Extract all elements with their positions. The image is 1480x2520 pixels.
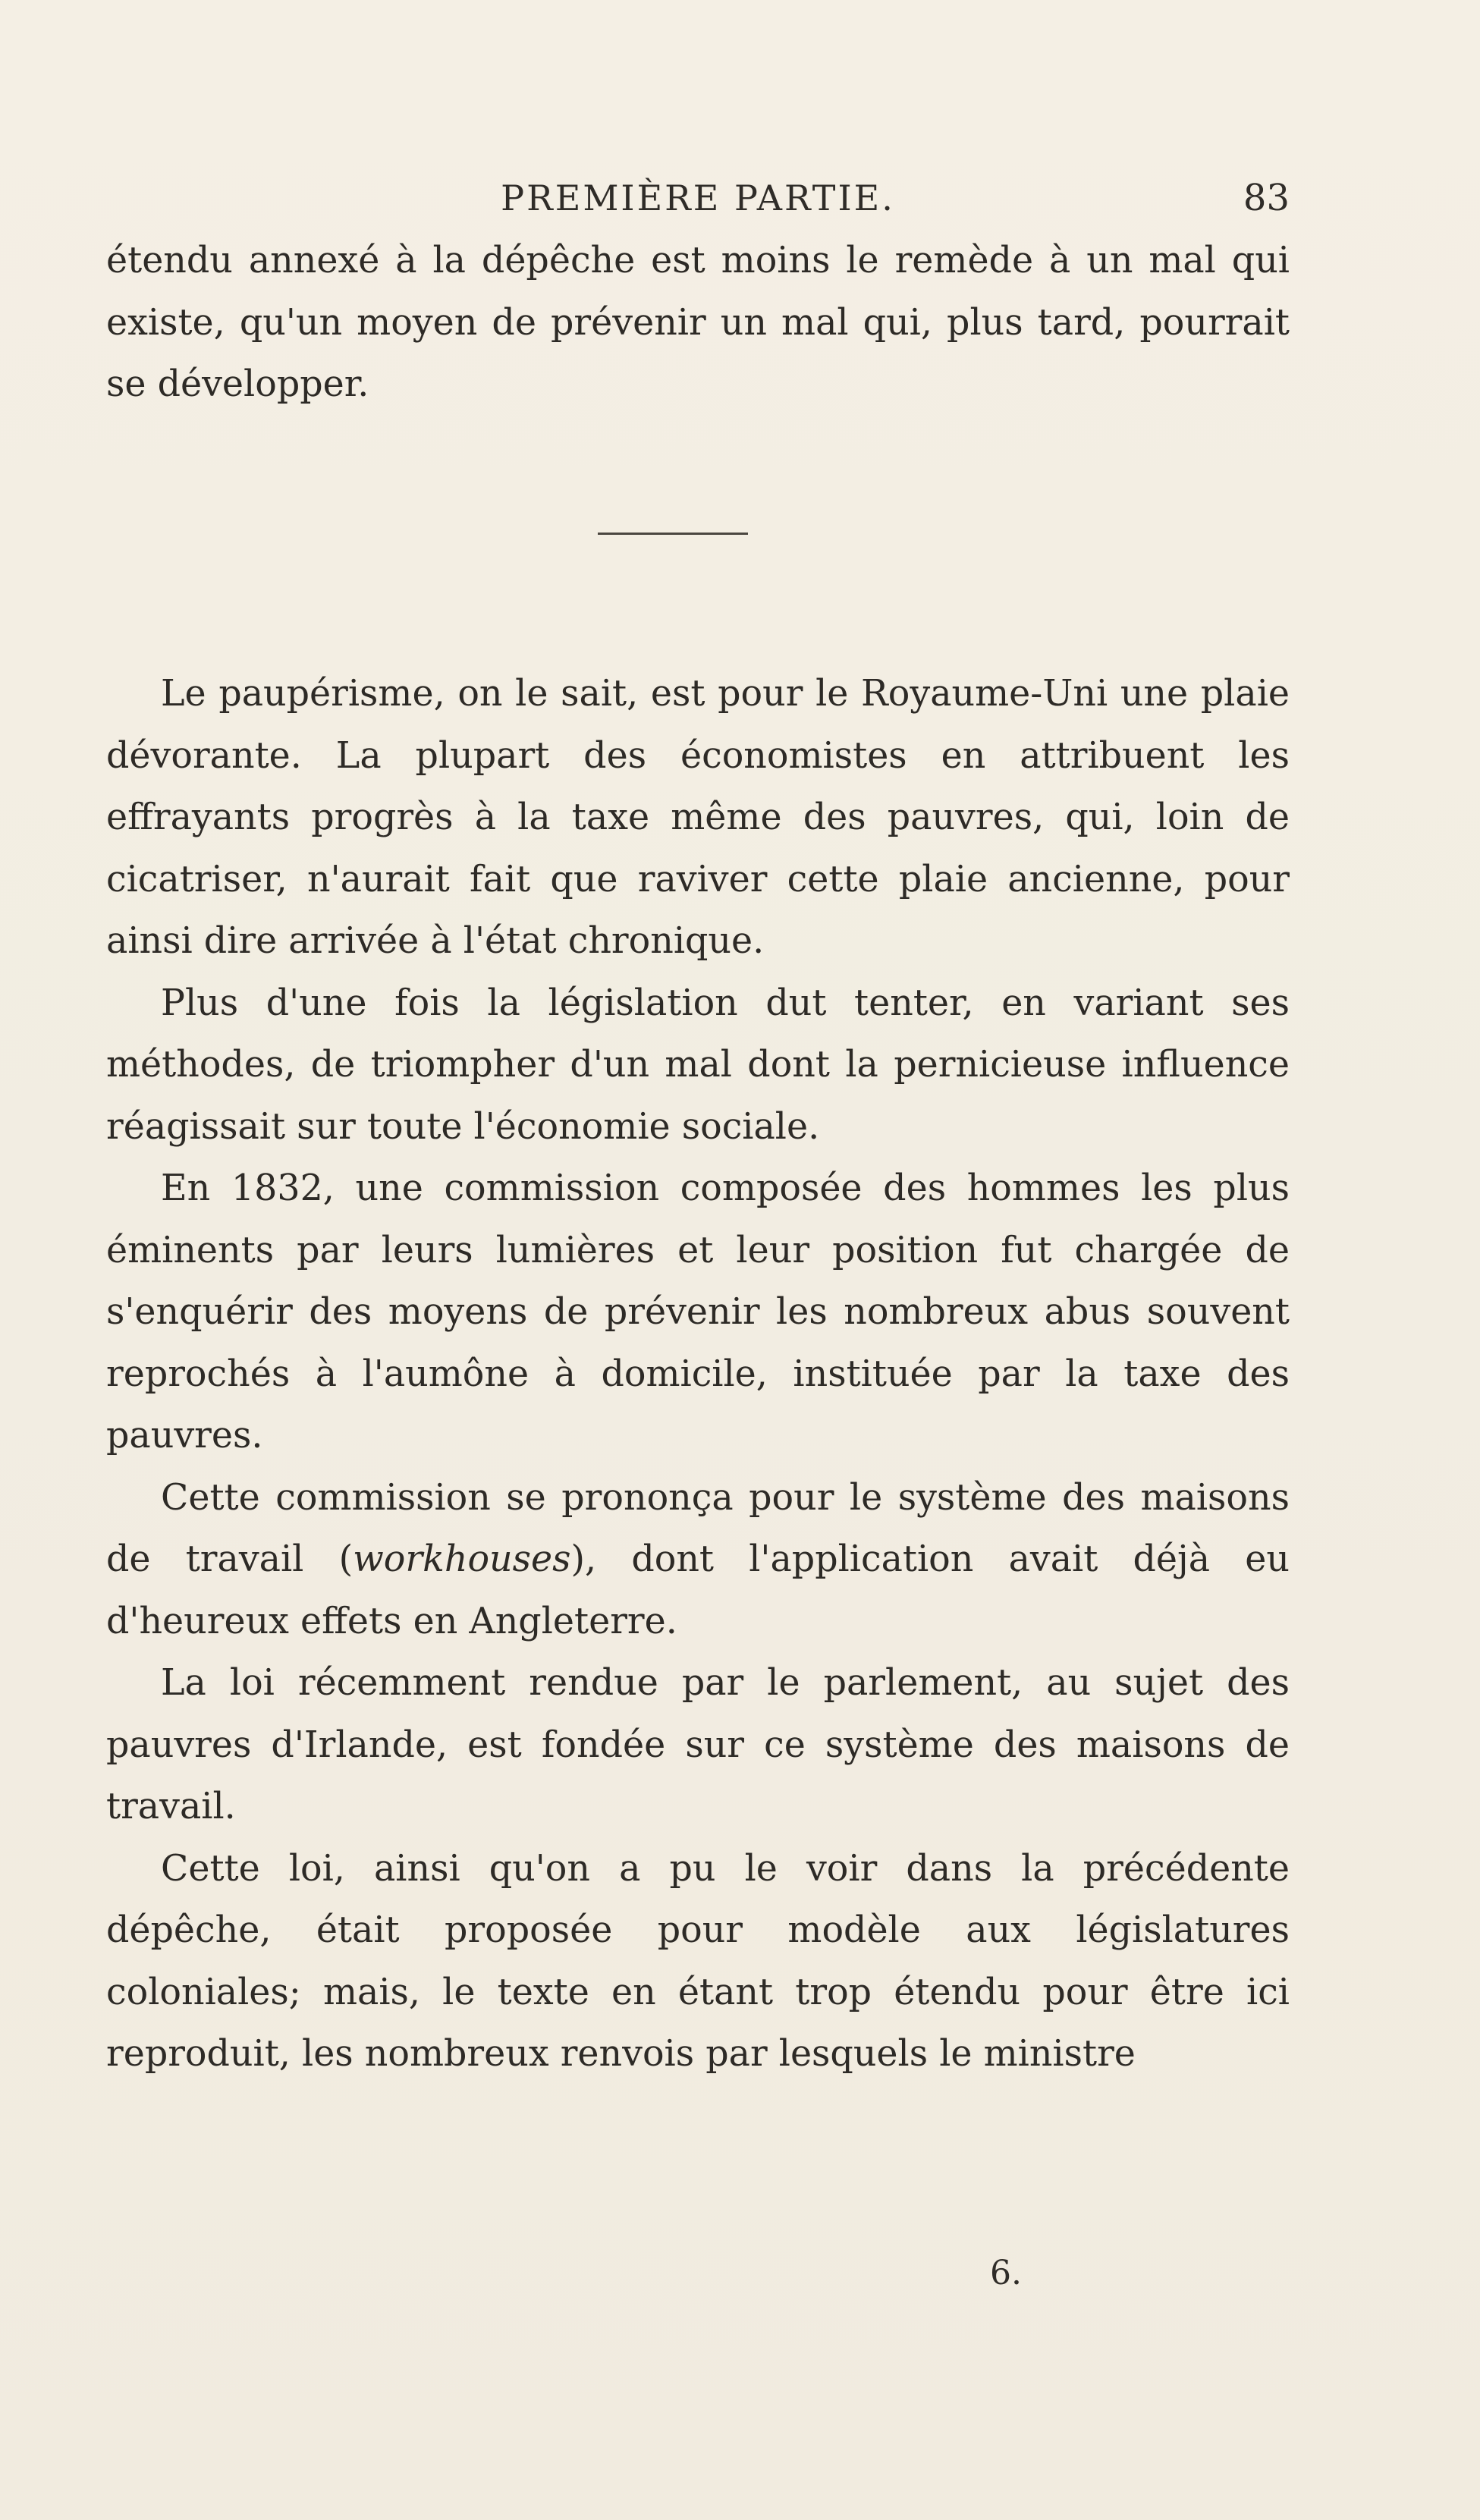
paragraph-workhouses (106, 1467, 1290, 1653)
signature-mark: 6. (990, 2254, 1022, 2292)
paragraph-legislation: Plus d'une fois la législation dut tenter, en variant ses méthodes, de triompher d'un mal dont la pernicieuse influence réagissait sur toute l'économie sociale. (106, 982, 1290, 1148)
workhouses-text-before: Cette commission se prononça pour le système des maisons de travail ( (106, 1476, 1290, 1580)
paragraph-colonial-model: Cette loi, ainsi qu'on a pu le voir dans la précédente dépêche, était proposée pour modèle aux législatures coloniales; mais, le texte en étant trop étendu pour être ici reproduit, les nombreux renvois par lesquels le ministre (106, 1847, 1290, 2075)
continuation-paragraph: étendu annexé à la dépêche est moins le remède à un mal qui existe, qu'un moyen de prévenir un mal qui, plus tard, pourrait se développer. (106, 240, 1290, 405)
running-head (106, 171, 1290, 225)
section-text-block (106, 663, 1290, 2085)
workhouses-text-after: ), dont l'application avait déjà eu d'heureux effets en Angleterre. (106, 1538, 1290, 1642)
continuation-block (106, 230, 1290, 416)
page-number: 83 (1243, 177, 1290, 219)
workhouses-italic: workhouses (353, 1538, 571, 1580)
paragraph-commission-1832: En 1832, une commission composée des hommes les plus éminents par leurs lumières et leur position fut chargée de s'enquérir des moyens de prévenir les nombreux abus souvent reprochés à l'aumône à domicile, instituée par la taxe des pauvres. (106, 1167, 1290, 1456)
section-divider-rule (598, 533, 748, 535)
paragraph-irish-poor-law: La loi récemment rendue par le parlement, au sujet des pauvres d'Irlande, est fondée sur ce système des maisons de travail. (106, 1662, 1290, 1827)
paragraph-pauperism: Le paupérisme, on le sait, est pour le Royaume-Uni une plaie dévorante. La plupart des économistes en attribuent les effrayants progrès à la taxe même des pauvres, qui, loin de cicatriser, n'aurait fait que raviver cette plaie ancienne, pour ainsi dire arrivée à l'état chronique. (106, 673, 1290, 962)
running-title: PREMIÈRE PARTIE. (501, 178, 895, 218)
